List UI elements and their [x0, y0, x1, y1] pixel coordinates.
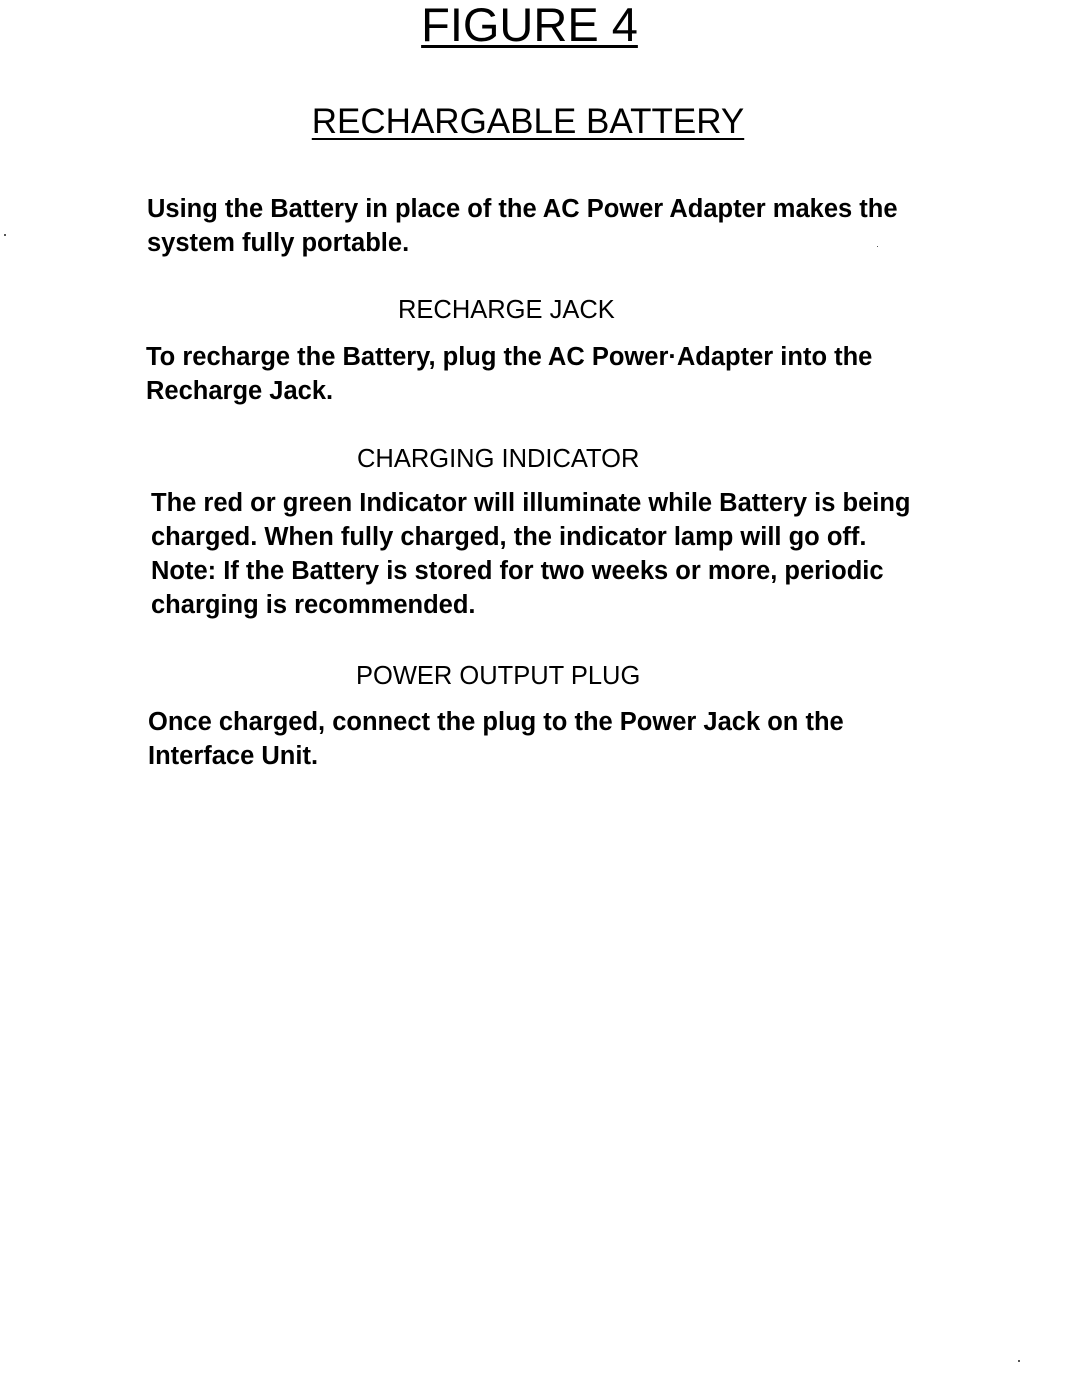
intro-line: Using the Battery in place of the AC Power Adapter makes the — [147, 195, 898, 223]
charging-indicator-heading: CHARGING INDICATOR — [357, 445, 640, 473]
power-output-plug-paragraph — [148, 705, 844, 773]
paragraph-line: Interface Unit. — [148, 742, 319, 770]
intro-paragraph — [147, 192, 898, 260]
scan-speck — [4, 234, 6, 236]
figure-title: FIGURE 4 — [421, 0, 638, 51]
scan-speck — [1018, 1360, 1020, 1362]
paragraph-line: The red or green Indicator will illuminate while Battery is being — [151, 489, 911, 517]
paragraph-line: charged. When fully charged, the indicator lamp will go off. — [151, 523, 867, 551]
power-output-plug-heading: POWER OUTPUT PLUG — [356, 662, 641, 690]
scan-speck — [877, 246, 878, 247]
recharge-jack-paragraph — [146, 340, 872, 408]
paragraph-line: charging is recommended. — [151, 591, 476, 619]
recharge-jack-heading: RECHARGE JACK — [398, 296, 615, 324]
paragraph-line: To recharge the Battery, plug the AC Power·Adapter into the — [146, 343, 873, 371]
paragraph-line: Recharge Jack. — [146, 377, 334, 405]
paragraph-line: Note: If the Battery is stored for two weeks or more, periodic — [151, 557, 884, 585]
document-subtitle: RECHARGABLE BATTERY — [311, 102, 745, 141]
intro-line: system fully portable. — [147, 229, 410, 257]
charging-indicator-paragraph — [151, 486, 910, 622]
paragraph-line: Once charged, connect the plug to the Power Jack on the — [148, 708, 844, 736]
